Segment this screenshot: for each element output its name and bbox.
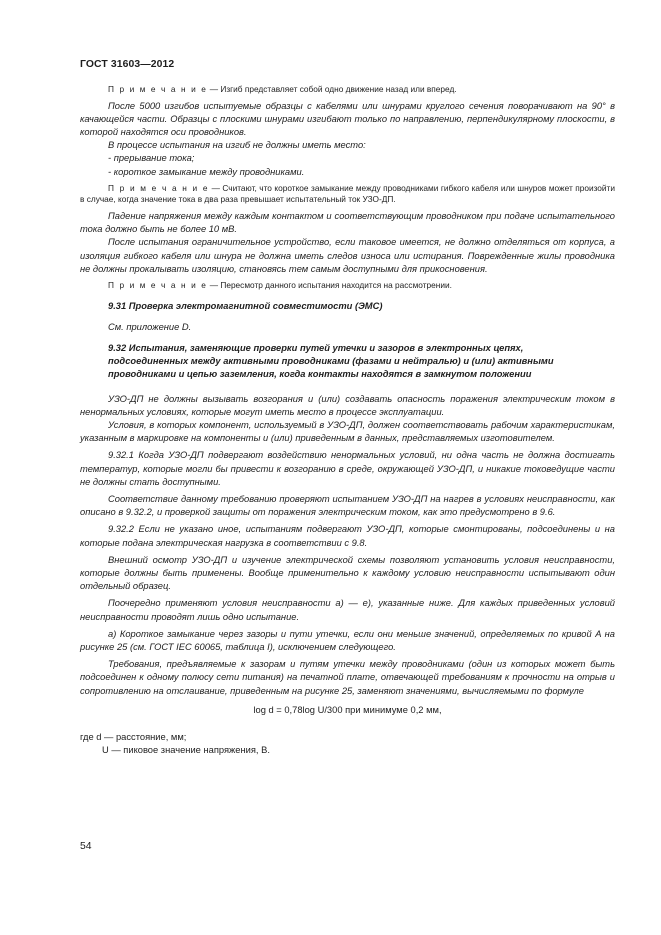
note-label: П р и м е ч а н и е xyxy=(108,84,208,94)
section-heading-9-32: 9.32 Испытания, заменяющие проверки путей утечки и зазоров в электронных цепях, подсоединенных между активными проводниками (фазами и нейтралью) и (или) активными проводниками и цепью заземления, когда контакты находятся в замкнутом положении xyxy=(108,343,554,380)
section-heading-9-31: 9.31 Проверка электромагнитной совместимости (ЭМС) xyxy=(108,300,383,311)
paragraph-condition-a: а) Короткое замыкание через зазоры и пути утечки, если они меньше значений, определяемых по кривой A на рисунке 25 (см. ГОСТ IEC 60065, таблица I), исключением следующего. xyxy=(80,628,615,653)
paragraph-9-32-2: 9.32.2 Если не указано иное, испытаниям подвергают УЗО-ДП, которые смонтированы, подсоединены и на которые подана электрическая нагрузка в соответствии с 9.8. xyxy=(80,524,615,548)
paragraph-no-fire-hazard: УЗО-ДП не должны вызывать возгорания и (или) создавать опасность поражения электрическим током в ненормальных условиях, которые могут иметь место в процессе эксплуатации. xyxy=(80,393,615,417)
paragraph-bending-requirements: В процессе испытания на изгиб не должны иметь место: xyxy=(108,140,366,151)
paragraph-bending-procedure: После 5000 изгибов испытуемые образцы с кабелями или шнурами круглого сечения поворачивают на 90° в качающейся части. Образцы с плоскими шнурами изгибают только по направлению, перпендикулярному плоскости, в которой находятся оси проводников. xyxy=(80,100,615,137)
paragraph-visual-inspection: Внешний осмотр УЗО-ДП и изучение электрической схемы позволяют установить условия неисправности, которые должны быть применены. Вообще применительно к каждому условию неисправности испытывают один отдельный образец. xyxy=(80,554,615,592)
paragraph-compliance-check: Соответствие данному требованию проверяют испытанием УЗО-ДП на нагрев в условиях неисправности, как описано в 9.32.2, и проверкой защиты от поражения электрическим током, как это предусмотрено в 9.6. xyxy=(80,494,615,518)
paragraph-component-conditions: Условия, в которых компонент, используемый в УЗО-ДП, должен соответствовать рабочим характеристикам, указанным в маркировке на компоненты и (или) приведенным в данных, представляемых изготовителем. xyxy=(80,420,615,444)
note-label: П р и м е ч а н и е xyxy=(108,182,210,193)
list-item-current-interruption: - прерывание тока; xyxy=(108,153,195,164)
note-revision xyxy=(80,280,615,292)
paragraph-9-32-1: 9.32.1 Когда УЗО-ДП подвергают воздействию ненормальных условий, ни одна часть не должна достигать температур, которые могли бы привести к возгоранию в среде, окружающей УЗО-ДП, и никакие токоведущие части не должны стать доступными. xyxy=(80,450,615,487)
note-label: П р и м е ч а н и е xyxy=(108,280,208,291)
note-text: — Считают, что короткое замыкание между проводниками гибкого кабеля или шнуров может произойти в случае, когда значение тока в два раза превышает испытательный ток УЗО-ДП. xyxy=(80,182,615,205)
page-content xyxy=(80,84,615,758)
formula-legend xyxy=(80,731,615,757)
page-number: 54 xyxy=(80,841,92,852)
paragraph-pcb-requirements: Требования, предъявляемые к зазорам и путям утечки между проводниками (один из которых может быть подсоединен к одному полюсу сети питания) на печатной плате, отвечающей требованиям к прочности на отрыв и сопротивлению на отслаивание, приведенным на рисунке 25, заменяют значениями, вычисляемыми по формуле xyxy=(80,659,615,696)
formula: log d = 0,78log U/300 при минимуме 0,2 мм, xyxy=(253,704,442,715)
note-short-circuit xyxy=(80,183,615,206)
legend-row-voltage: U — пиковое значение напряжения, В. xyxy=(102,745,270,756)
note-text: — Изгиб представляет собой одно движение назад или вперед. xyxy=(207,84,457,94)
paragraph-restraint-device: После испытания ограничительное устройство, если таковое имеется, не должно отделяться от корпуса, а изоляция гибкого кабеля или шнура не должна иметь следов износа или истирания. Поврежденные жилы проводника не должны прокалывать изоляцию, становясь тем самым доступными для прикосновения. xyxy=(80,237,615,274)
note-bending xyxy=(80,84,615,96)
paragraph-see-annex-d: См. приложение D. xyxy=(108,321,192,332)
paragraph-voltage-drop: Падение напряжения между каждым контактом и соответствующим проводником при подаче испытательного тока должно быть не более 10 мВ. xyxy=(80,211,615,235)
document-header: ГОСТ 31603—2012 xyxy=(80,59,175,70)
note-text: — Пересмотр данного испытания находится на рассмотрении. xyxy=(207,280,452,291)
list-item-short-circuit: - короткое замыкание между проводниками. xyxy=(108,166,305,177)
legend-row-distance: где d — расстояние, мм; xyxy=(80,732,187,743)
paragraph-fault-conditions: Поочередно применяют условия неисправности а) — е), указанные ниже. Для каждых приведенных условий неисправности проводят лишь одно испытание. xyxy=(80,598,615,622)
